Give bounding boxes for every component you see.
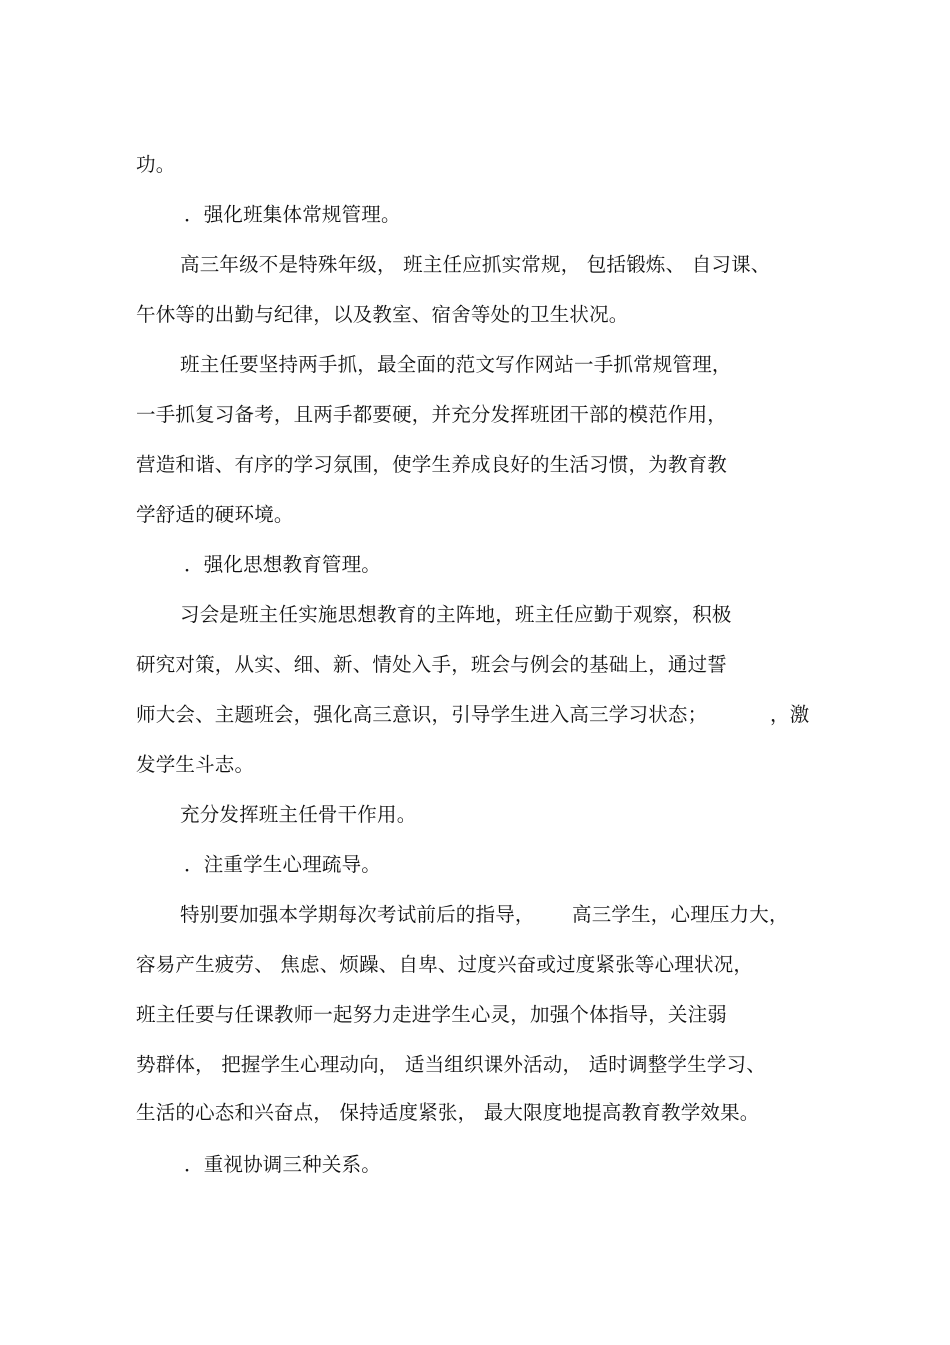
section-heading: ．注重学生心理疏导。 bbox=[184, 853, 382, 876]
text-line: 学舒适的硬环境。 bbox=[136, 503, 294, 526]
text-line: 容易产生疲劳、 焦虑、烦躁、自卑、过度兴奋或过度紧张等心理状况， bbox=[136, 953, 754, 976]
text-line: 高三年级不是特殊年级， 班主任应抓实常规， 包括锻炼、 自习课、 bbox=[180, 253, 771, 276]
text-line: 班主任要与任课教师一起努力走进学生心灵，加强个体指导，关注弱 bbox=[136, 1003, 728, 1026]
text-line: 师大会、主题班会，强化高三意识，引导学生进入高三学习状态； bbox=[136, 703, 708, 726]
text-line: 充分发挥班主任骨干作用。 bbox=[180, 803, 417, 826]
text-line: 功。 bbox=[136, 153, 176, 176]
text-line: 生活的心态和兴奋点， 保持适度紧张， 最大限度地提高教育教学效果。 bbox=[136, 1101, 760, 1124]
text-line: 午休等的出勤与纪律，以及教室、宿舍等处的卫生状况。 bbox=[136, 303, 629, 326]
text-line: 班主任要坚持两手抓，最全面的范文写作网站一手抓常规管理， bbox=[180, 353, 732, 376]
text-line: 营造和谐、有序的学习氛围，使学生养成良好的生活习惯，为教育教 bbox=[136, 453, 728, 476]
text-line-fragment: 高三学生，心理压力大， bbox=[572, 903, 789, 926]
text-line: 发学生斗志。 bbox=[136, 753, 255, 776]
section-heading: ．强化班集体常规管理。 bbox=[184, 203, 401, 226]
text-line: 势群体， 把握学生心理动向， 适当组织课外活动， 适时调整学生学习、 bbox=[136, 1053, 766, 1076]
text-line: 特别要加强本学期每次考试前后的指导， bbox=[180, 903, 535, 926]
text-line: 一手抓复习备考，且两手都要硬，并充分发挥班团干部的模范作用， bbox=[136, 403, 728, 426]
text-line: 习会是班主任实施思想教育的主阵地，班主任应勤于观察，积极 bbox=[180, 603, 732, 626]
section-heading: ．重视协调三种关系。 bbox=[184, 1153, 382, 1176]
text-line-fragment: ，激 bbox=[770, 703, 810, 726]
text-line: 研究对策，从实、细、新、情处入手，班会与例会的基础上，通过誓 bbox=[136, 653, 728, 676]
section-heading: ．强化思想教育管理。 bbox=[184, 553, 382, 576]
